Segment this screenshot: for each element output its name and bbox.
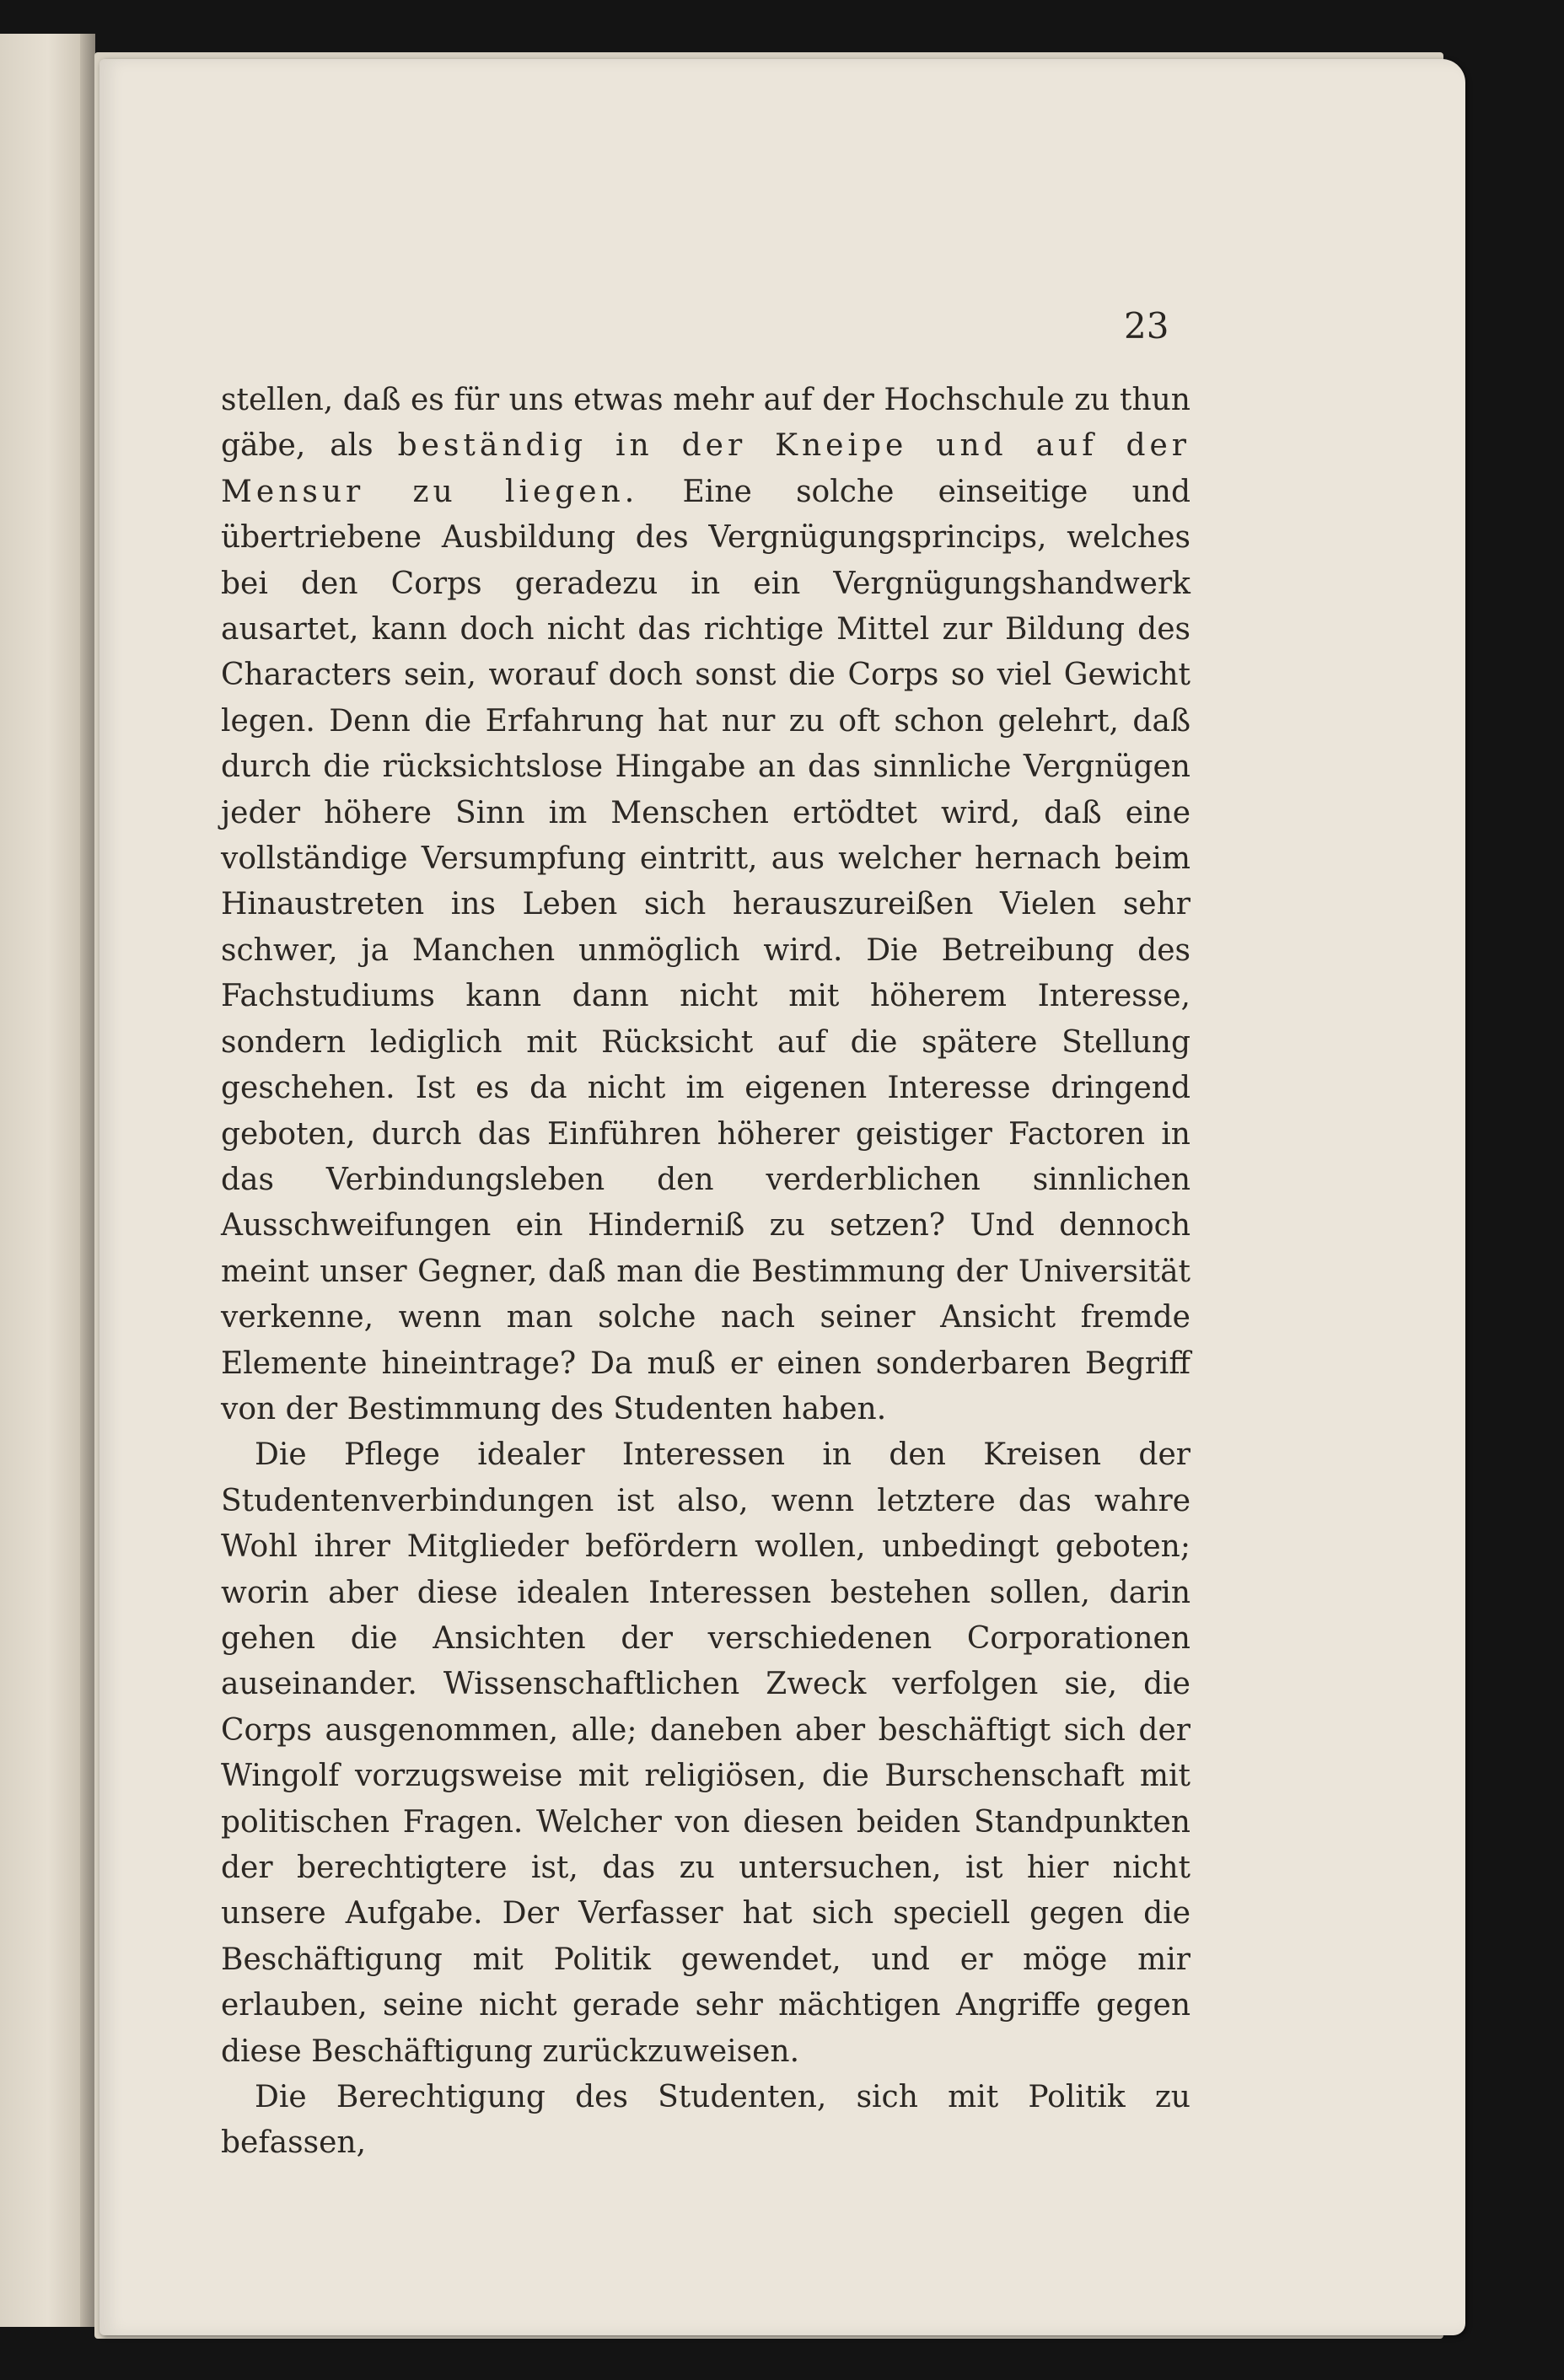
paragraph-1-rest: Eine solche einseitige und übertriebene Ausbildung des Vergnügungsprincips, welches bei den Corps geradezu in ein Vergnügungshandwerk ausartet, kann doch nicht das richtige Mittel zur Bildung des Characters sein, worauf doch sonst die Corps so viel Gewicht legen. Denn die Erfahrung hat nur zu oft schon gelehrt, daß durch die rücksichtslose Hingabe an das sinnliche Vergnügen jeder höhere Sinn im Menschen ertödtet wird, daß eine vollständige Versumpfung eintritt, aus welcher hernach beim Hinaustreten ins Leben sich herauszureißen Vielen sehr schwer, ja Manchen unmöglich wird. Die Betreibung des Fachstudiums kann dann nicht mit höherem Interesse, sondern lediglich mit Rücksicht auf die spätere Stellung geschehen. Ist es da nicht im eigenen Interesse dringend geboten, durch das Einführen höherer geistiger Factoren in das Verbindungsleben den verderblichen sinnlichen Ausschweifungen ein Hinderniß zu setzen? Und dennoch meint unser Gegner, daß man die Bestimmung der Universität verkenne, wenn man solche nach seiner Ansicht fremde Elemente hineintrage? Da muß er einen sonderbaren Begriff von der Bestimmung des Studenten haben. [221,474,1190,1426]
paragraph-1-start: stellen, daß es für uns etwas mehr auf der Hochschule zu thun gäbe, als [221,383,1190,464]
body-text [221,378,1190,2167]
page-number: 23 [1124,305,1169,347]
paragraph-3: Die Berechtigung des Studenten, sich mit Politik zu befassen, [221,2080,1190,2161]
emphasized-phrase: beständig in der Kneipe und auf der Mensur zu liegen. [221,428,1191,509]
paragraph-1 [221,378,1190,1432]
paragraph-2: Die Pflege idealer Interessen in den Kreisen der Studentenverbindungen ist also, wenn letztere das wahre Wohl ihrer Mitglieder befördern wollen, unbedingt geboten; worin aber diese idealen Interessen bestehen sollen, darin gehen die Ansichten der verschiedenen Corporationen auseinander. Wissenschaftlichen Zweck verfolgen sie, die Corps ausgenommen, alle; daneben aber beschäftigt sich der Wingolf vorzugsweise mit religiösen, die Burschenschaft mit politischen Fragen. Welcher von diesen beiden Standpunkten der berechtigtere ist, das zu untersuchen, ist hier nicht unsere Aufgabe. Der Verfasser hat sich speciell gegen die Beschäftigung mit Politik gewendet, und er möge mir erlauben, seine nicht gerade sehr mächtigen Angriffe gegen diese Beschäftigung zurückzuweisen. [221,1437,1190,2069]
left-page-edge [0,34,80,2327]
